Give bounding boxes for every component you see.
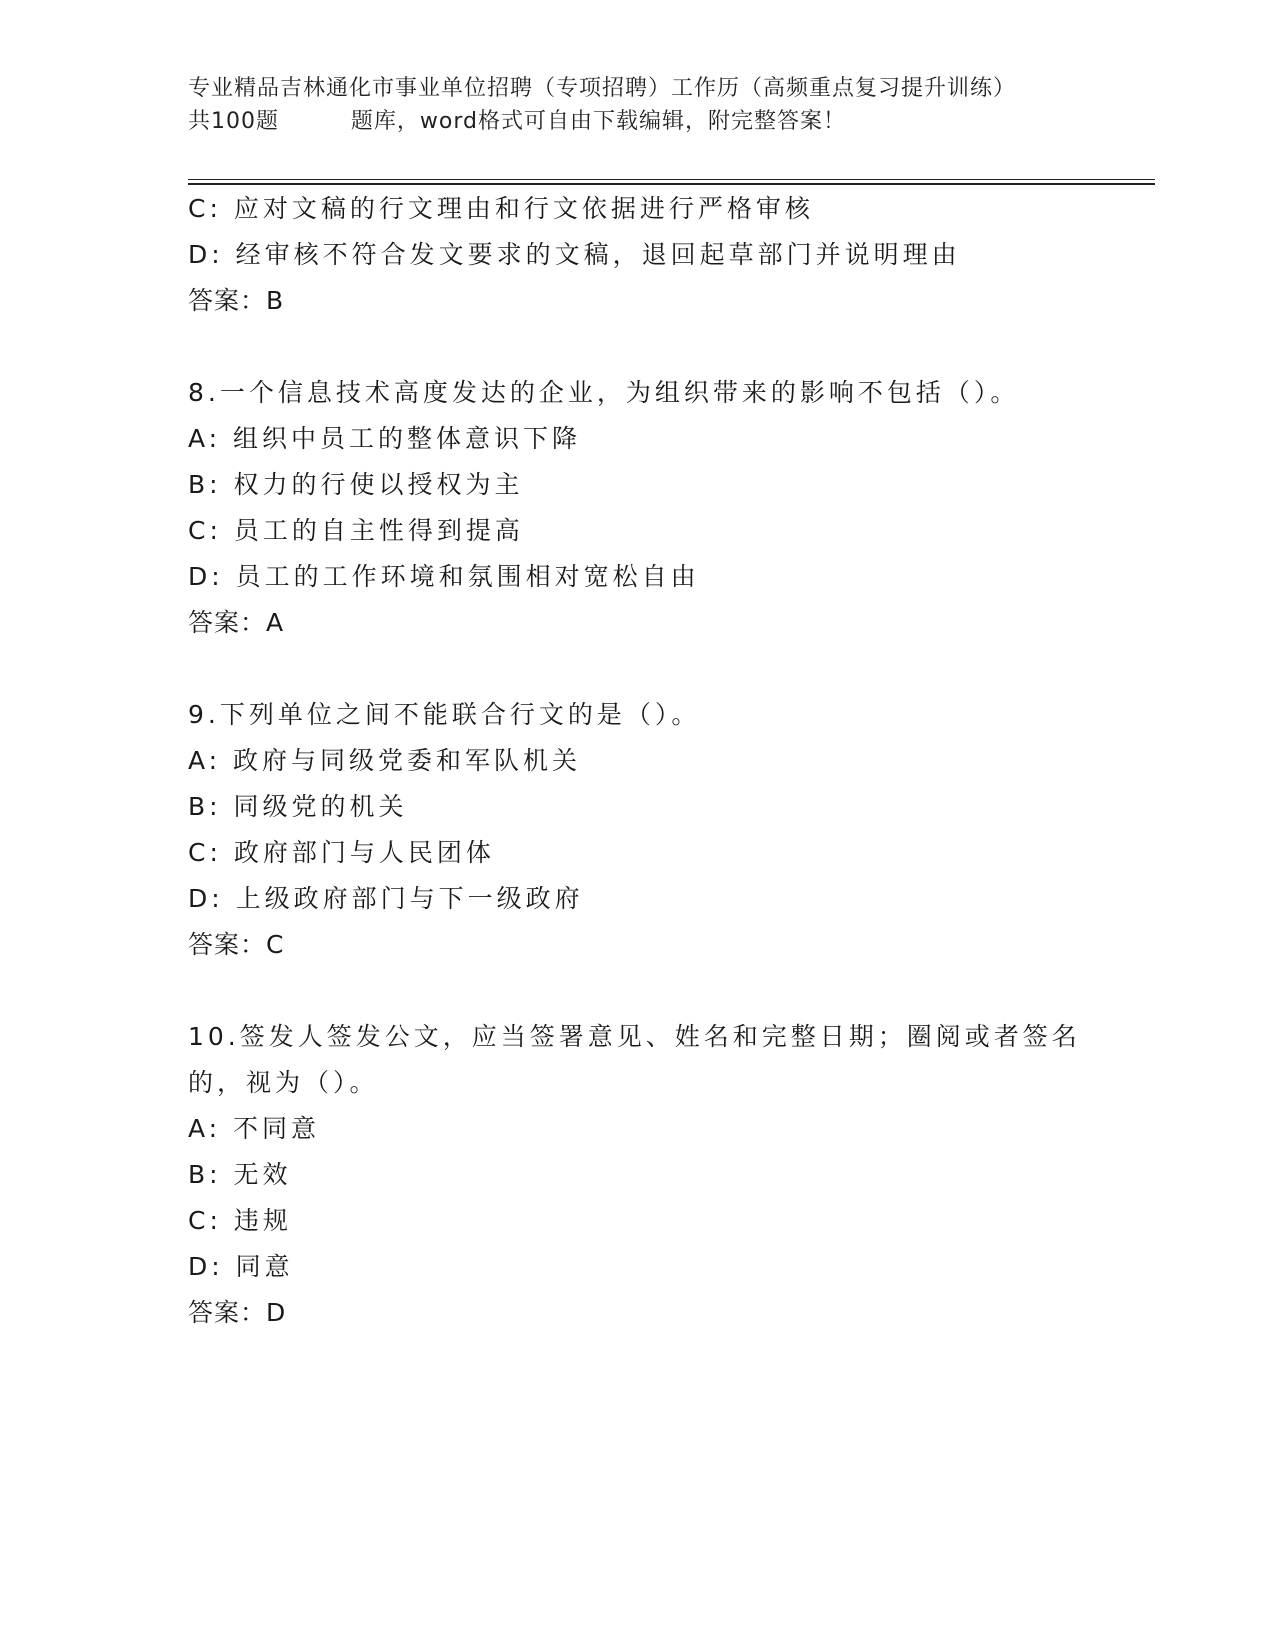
- answer: 答案：D: [188, 1298, 287, 1327]
- option-d: D: 员工的工作环境和氛围相对宽松自由: [188, 562, 700, 591]
- header-title-line2: 共100题 题库，word格式可自由下载编辑，附完整答案！: [188, 109, 847, 134]
- option-a: A: 组织中员工的整体意识下降: [188, 424, 582, 453]
- option-b: B: 无效: [188, 1160, 292, 1189]
- option-c: C: 政府部门与人民团体: [188, 838, 495, 867]
- option-d: D: 经审核不符合发文要求的文稿，退回起草部门并说明理由: [188, 240, 961, 269]
- question-stem: 8.一个信息技术高度发达的企业，为组织带来的影响不包括（）。: [188, 378, 1020, 407]
- spacer: [188, 968, 1088, 1014]
- question-stem-line1: 10.签发人签发公文，应当签署意见、姓名和完整日期；圈阅或者签名: [188, 1022, 1081, 1051]
- option-d: D: 上级政府部门与下一级政府: [188, 884, 584, 913]
- question-list: [188, 186, 1088, 1336]
- header-title-line1: 专业精品吉林通化市事业单位招聘（专项招聘）工作历（高频重点复习提升训练）: [188, 76, 1017, 101]
- option-c: C: 应对文稿的行文理由和行文依据进行严格审核: [188, 194, 814, 223]
- option-a: A: 不同意: [188, 1114, 321, 1143]
- header-rule-thin: [188, 179, 1155, 180]
- option-c: C: 违规: [188, 1206, 292, 1235]
- question-stem: 9.下列单位之间不能联合行文的是（）。: [188, 700, 701, 729]
- answer: 答案：A: [188, 608, 285, 637]
- answer: 答案：B: [188, 286, 285, 315]
- option-d: D: 同意: [188, 1252, 294, 1281]
- option-a: A: 政府与同级党委和军队机关: [188, 746, 582, 775]
- option-b: B: 同级党的机关: [188, 792, 408, 821]
- header-rule-thick: [188, 183, 1155, 185]
- document-header: [188, 72, 1148, 138]
- option-b: B: 权力的行使以授权为主: [188, 470, 524, 499]
- question-stem-line2: 的，视为（）。: [188, 1068, 379, 1097]
- option-c: C: 员工的自主性得到提高: [188, 516, 524, 545]
- answer: 答案：C: [188, 930, 285, 959]
- spacer: [188, 324, 1088, 370]
- spacer: [188, 646, 1088, 692]
